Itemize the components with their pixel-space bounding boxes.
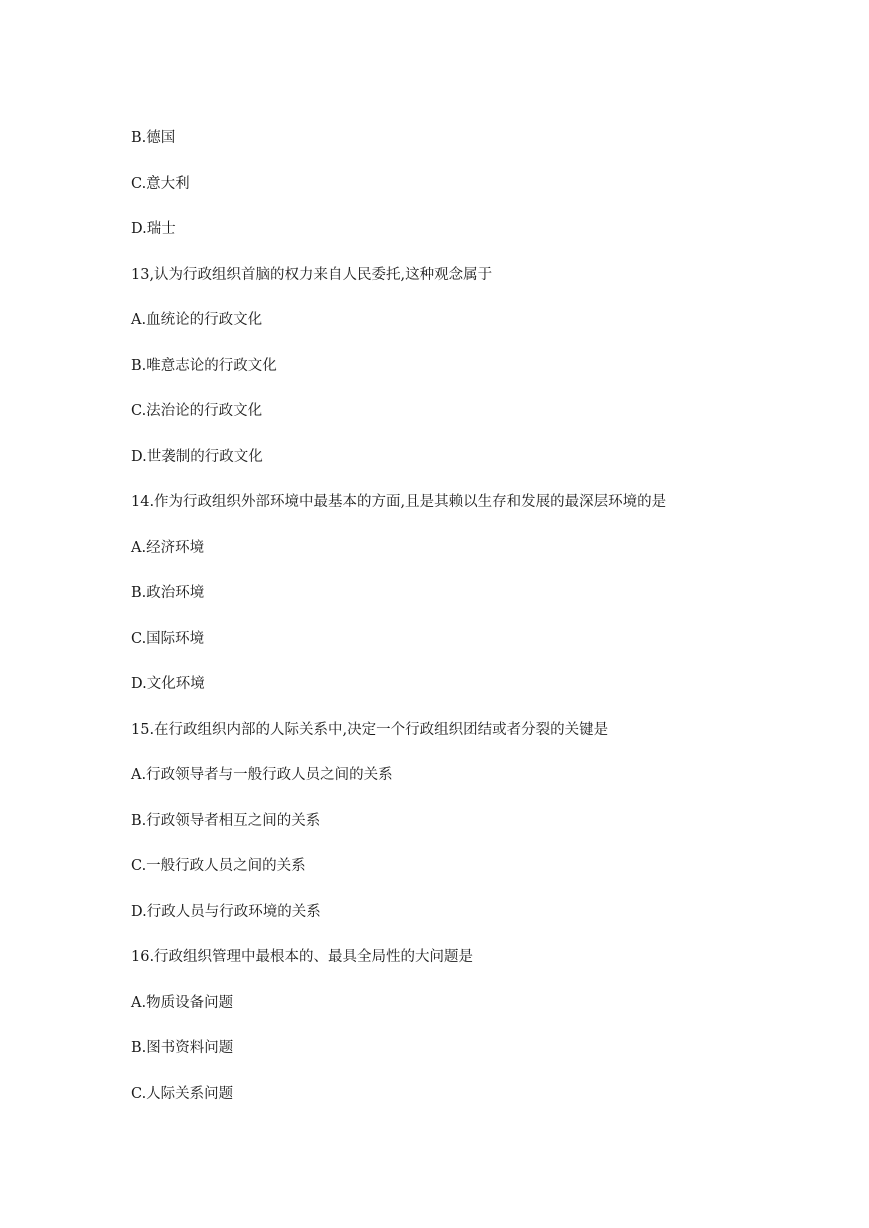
option-12-b: B.德国	[131, 130, 176, 146]
option-14-b: B.政治环境	[131, 585, 205, 601]
option-14-d: D.文化环境	[131, 676, 205, 692]
option-12-d: D.瑞士	[131, 221, 176, 237]
option-13-c: C.法治论的行政文化	[131, 403, 263, 419]
option-13-a: A.血统论的行政文化	[131, 312, 263, 328]
question-13: 13,认为行政组织首脑的权力来自人民委托,这种观念属于	[131, 267, 493, 283]
option-13-b: B.唯意志论的行政文化	[131, 358, 277, 374]
option-15-d: D.行政人员与行政环境的关系	[131, 904, 321, 920]
question-14: 14.作为行政组织外部环境中最基本的方面,且是其赖以生存和发展的最深层环境的是	[131, 494, 667, 510]
option-16-a: A.物质设备问题	[131, 995, 234, 1011]
option-13-d: D.世袭制的行政文化	[131, 449, 263, 465]
option-15-c: C.一般行政人员之间的关系	[131, 858, 306, 874]
option-15-a: A.行政领导者与一般行政人员之间的关系	[131, 767, 393, 783]
option-16-c: C.人际关系问题	[131, 1086, 234, 1102]
option-14-c: C.国际环境	[131, 631, 205, 647]
option-16-b: B.图书资料问题	[131, 1040, 234, 1056]
question-16: 16.行政组织管理中最根本的、最具全局性的大问题是	[131, 949, 474, 965]
question-15: 15.在行政组织内部的人际关系中,决定一个行政组织团结或者分裂的关键是	[131, 722, 609, 738]
option-12-c: C.意大利	[131, 176, 190, 192]
option-14-a: A.经济环境	[131, 540, 205, 556]
option-15-b: B.行政领导者相互之间的关系	[131, 813, 321, 829]
